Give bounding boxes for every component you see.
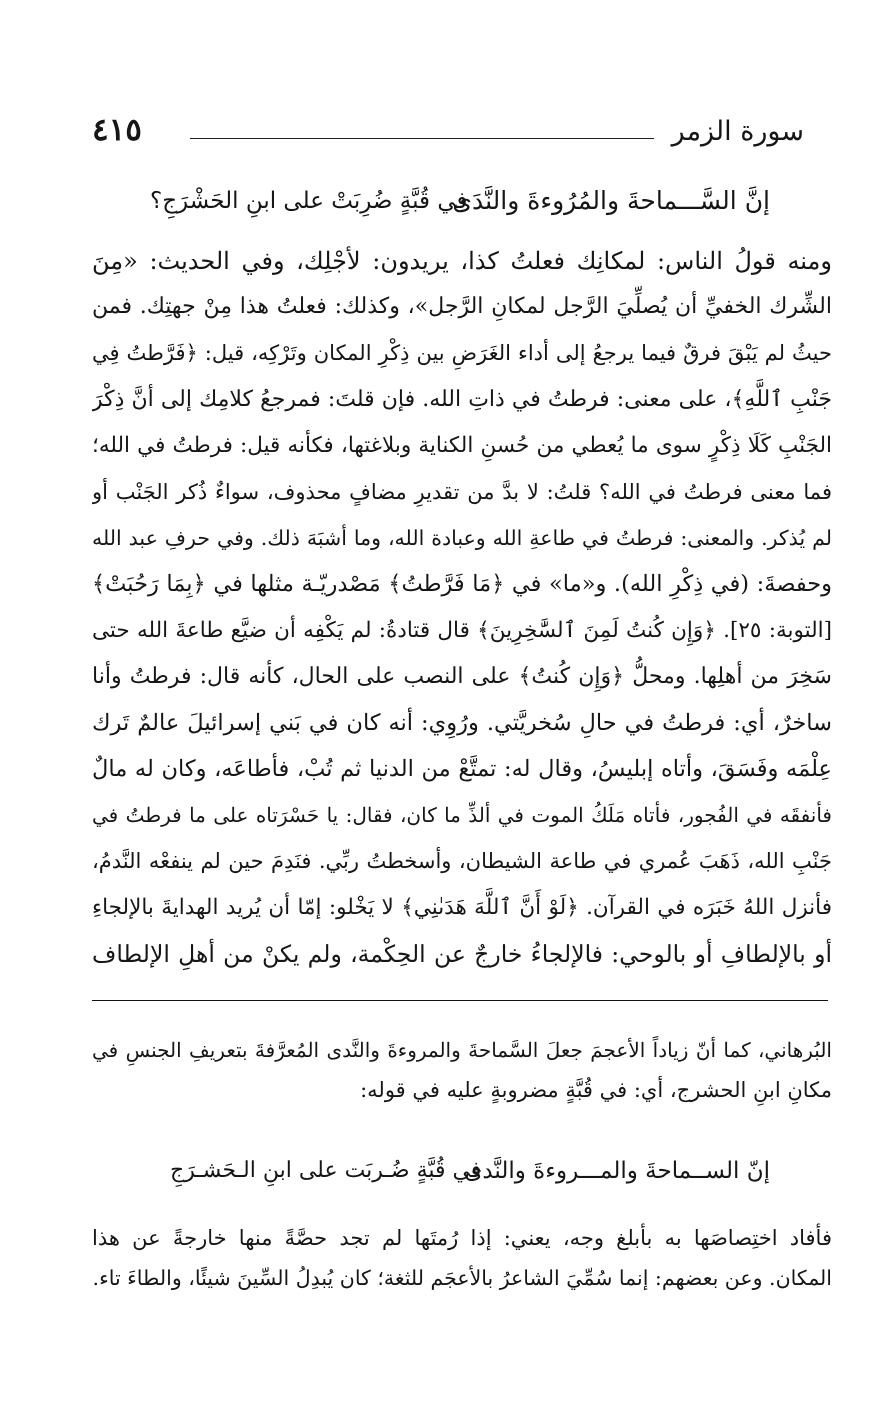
- text-line: أو بالإلطافِ أو بالوحي: فالإلجاءُ خارجٌ عن الحِكْمة، ولم يكنْ من أهلِ الإلطاف: [92, 939, 832, 968]
- text-line: فأنفقَه في الفُجور، فأتاه مَلَكُ الموت في ألذِّ ما كان، فقال: يا حَسْرَتاه على ما فرطتُ في: [92, 803, 832, 828]
- surah-title: سورة الزمر: [671, 116, 804, 147]
- footnote-poetry-verse: [170, 1148, 770, 1194]
- footnote-line: المكان. وعن بعضهم: إنما سُمِّيَ الشاعرُ بالأعجَم للثغة؛ كان يُبدِلُ السِّينَ شيئًا، والطاءَ تاء.: [92, 1266, 832, 1290]
- text-line: عِلْمَه وفَسَقَ، وأتاه إبليسُ، وقال له: تمتَّعْ من الدنيا ثم تُبْ، فأطاعَه، وكان له مالٌ: [92, 756, 832, 783]
- verse-second-hemistich: في قُبَّةٍ ضُـربَت على ابنِ الـحَشـرَجِ: [170, 1158, 482, 1183]
- text-line: لم يُذكر. والمعنى: فرطتُ في طاعةِ الله وعبادة الله، وما أشبَهَ ذلك. وفي حرفِ عبد الله: [92, 526, 832, 551]
- footnote-line: مكانِ ابنِ الحشرج، أي: في قُبَّةٍ مضروبةٍ عليه في قوله:: [360, 1078, 832, 1102]
- verse-first-hemistich: إنَّ السَّـــماحةَ والمُرُوءةَ والنَّدَى: [452, 186, 770, 215]
- page-number: ٤١٥: [92, 112, 142, 148]
- text-line: الجَنْبِ كَلَا ذِكْرٍ سوى ما يُعطي من حُسنِ الكناية وبلاغتها، فكأنه قيل: فرطتُ في الله؛: [92, 432, 832, 458]
- verse-first-hemistich: إنّ الســماحةَ والمـــروءةَ والنَّدى: [464, 1158, 770, 1184]
- text-line: حيثُ لم يَبْقَ فرقٌ فيما يرجعُ إلى أداء الغَرَضِ بين ذِكْرِ المكان وتَرْكِه، قيل: ﴿فَرَّطتُ فِي: [92, 341, 832, 366]
- footnote-line: البُرهاني، كما أنّ زياداً الأعجمَ جعلَ السَّماحةَ والمروءةَ والنَّدى المُعرَّفةَ بتعريفِ الجنسِ في: [92, 1038, 832, 1062]
- footnote-block: [92, 1218, 832, 1298]
- footnote-block: [92, 1030, 832, 1110]
- text-line: جَنْبِ الله، ذَهَبَ عُمري في طاعة الشيطان، وأسخطتُ ربِّي. فنَدِمَ حين لم ينفعْه النَّدمُ،: [92, 849, 832, 874]
- text-line: سَخِرَ من أهلِها. ومحلُّ ﴿وَإِن كُنتُ﴾ على النصب على الحال، كأنه قال: فرطتُ وأنا: [92, 663, 832, 689]
- main-text: [92, 238, 832, 977]
- footnote-line: فأفاد اختِصاصَها به بأبلغ وجه، يعني: إذا رُمتَها لم تجد حصَّةً منها خارجةً عن هذا: [92, 1226, 832, 1250]
- text-line: وحفصةَ: (في ذِكْرِ الله). و«ما» في ﴿مَا فَرَّطتُ﴾ مَصْدريّـة مثلها في ﴿بِمَا رَحُبَتْ﴾: [92, 571, 832, 598]
- poetry-verse: [150, 178, 770, 224]
- text-line: فما معنى فرطتُ في الله؟ قلتُ: لا بدَّ من تقديرِ مضافٍ محذوف، سواءٌ ذُكر الجَنْب أو: [92, 479, 832, 504]
- footnote-separator: [92, 1000, 828, 1001]
- verse-second-hemistich: في قُبَّةٍ ضُرِبَتْ على ابنِ الحَشْرَجِ؟: [150, 188, 468, 214]
- text-line: فأنزل اللهُ خَبَرَه في القرآن. ﴿لَوْ أَنَّ ٱللَّهَ هَدَىٰنِي﴾ لا يَخْلو: إمّا أن يُريد الهدايةَ بالإلجاءِ: [92, 894, 832, 920]
- text-line: ومنه قولُ الناس: لمكانِك فعلتُ كذا، يريدون: لأجْلِك، وفي الحديث: «مِنَ: [92, 247, 832, 275]
- text-line: جَنْبِ ٱللَّهِ﴾، على معنى: فرطتُ في ذاتِ الله. فإن قلتَ: فمرجعُ كلامِك إلى أنَّ ذِكْرَ: [92, 386, 832, 412]
- running-header: [92, 110, 804, 156]
- text-line: الشِّرك الخفيِّ أن يُصلِّيَ الرَّجل لمكانِ الرَّجل»، وكذلك: فعلتُ هذا مِنْ جهتِك. فمن: [92, 294, 832, 320]
- text-line: ساخرٌ، أي: فرطتُ في حالِ سُخريَّتي. ورُوِي: أنه كان في بَني إسرائيلَ عالمٌ تَرك: [92, 709, 832, 736]
- header-rule: [190, 138, 654, 139]
- text-line: [التوبة: ٢٥]. ﴿وَإِن كُنتُ لَمِنَ ٱلسَّٰخِرِينَ﴾ قال قتادةُ: لم يَكْفِه أن ضيَّع طاعةَ الله حتى: [92, 617, 832, 643]
